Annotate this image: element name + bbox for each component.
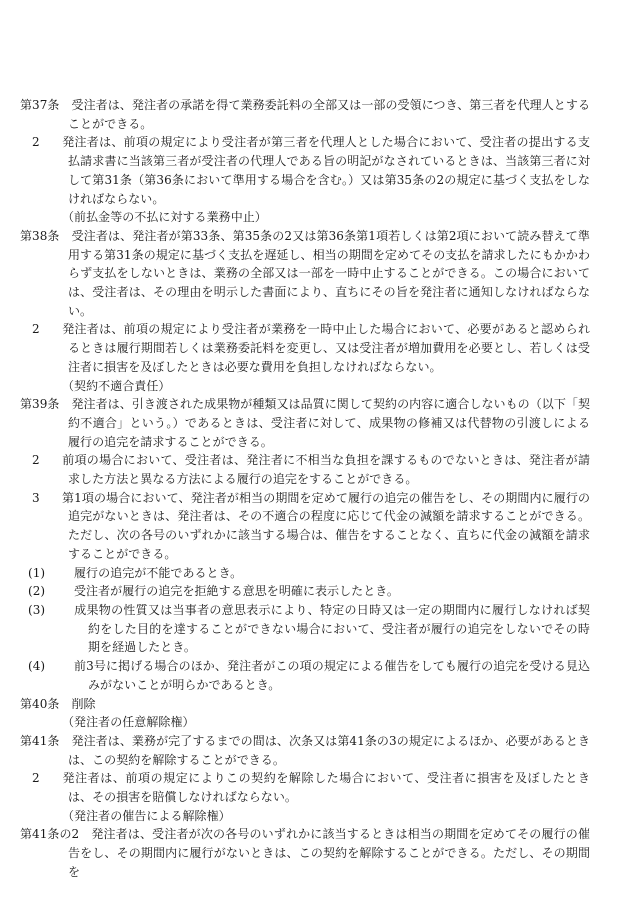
article-37-paragraph-2: 2 発注者は、前項の規定により受注者が第三者を代理人とした場合において、受注者の提出する支払請求書に当該第三者が受注者の代理人である旨の明記がなされているときは、当該第三者に対して第31条（第36条において準用する場合を含む。）又は第35条の2の規定に基づく支払をしなければならない。 xyxy=(32,135,590,206)
article-text: 発注者は、受注者が次の各号のいずれかに該当するときは相当の期間を定めてその履行の催告をし、その期間内に履行がないときは、この契約を解除することができる。ただし、その期間を xyxy=(68,827,590,879)
article-39-item-2: (2) 受注者が履行の追完を拒絶する意思を明確に表示したとき。 xyxy=(28,584,399,599)
article-39-paragraph-3: 3 第1項の場合において、発注者が相当の期間を定めて履行の追完の催告をし、その期間内に履行の追完がないときは、発注者は、その不適合の程度に応じて代金の減額を請求することができる。ただし、次の各号のいずれかに該当する場合は、催告をすることなく、直ちに代金の減額を請求することができる。 xyxy=(32,490,590,561)
article-40 xyxy=(20,695,590,714)
article-38-paragraph-2: 2 発注者は、前項の規定により受注者が業務を一時中止した場合において、必要があると認められるときは履行期間若しくは業務委託料を変更し、又は受注者が増加費用を必要とし、若しくは受注者に損害を及ぼしたときは必要な費用を負担しなければならない。 xyxy=(32,322,590,374)
article-text: 発注者は、業務が完了するまでの間は、次条又は第41条の3の規定によるほか、必要があるときは、この契約を解除することができる。 xyxy=(68,733,590,767)
article-text: 受注者は、発注者の承諾を得て業務委託料の全部又は一部の受領につき、第三者を代理人とすることができる。 xyxy=(68,98,590,131)
article-39-paragraph-2: 2 前項の場合において、受注者は、発注者に不相当な負担を課するものでないときは、発注者が請求した方法と異なる方法による履行の追完をすることができる。 xyxy=(32,453,590,487)
article-41-caption: （発注者の任意解除権） xyxy=(62,715,195,730)
paragraph-text: 発注者は、前項の規定により受注者が第三者を代理人とした場合において、受注者の提出する支払請求書に当該第三者が受注者の代理人である旨の明記がなされているときは、当該第三者に対して第31条（第36条において準用する場合を含む。）又は第35条の2の規定に基づく支払をしなければならない。 xyxy=(62,135,590,206)
item-text: 履行の追完が不能であるとき。 xyxy=(74,565,243,580)
article-number: 第40条 xyxy=(20,696,60,711)
article-number: 第39条 xyxy=(20,397,60,412)
article-number: 第38条 xyxy=(20,228,60,243)
article-text: 削除 xyxy=(71,696,96,711)
article-39-item-1: (1) 履行の追完が不能であるとき。 xyxy=(28,565,243,580)
article-41 xyxy=(20,732,590,769)
paragraph-text: 発注者は、前項の規定により受注者が業務を一時中止した場合において、必要があると認められるときは履行期間若しくは業務委託料を変更し、又は受注者が増加費用を必要とし、若しくは受注者に損害を及ぼしたときは必要な費用を負担しなければならない。 xyxy=(62,322,590,374)
article-39-item-4: (4) 前3号に掲げる場合のほか、発注者がこの項の規定による催告をしても履行の追完を受ける見込みがないことが明らかであるとき。 xyxy=(28,659,590,692)
item-text: 成果物の性質又は当事者の意思表示により、特定の日時又は一定の期間内に履行しなければ契約をした目的を達することができない場合において、受注者が履行の追完をしないでその時期を経過したとき。 xyxy=(74,602,590,655)
article-text: 受注者は、発注者が第33条、第35条の2又は第36条第1項若しくは第2項において読み替えて準用する第31条の規定に基づく支払を遅延し、相当の期間を定めてその支払を請求したにもかかわらず支払をしないときは、業務の全部又は一部を一時中止することができる。この場合においては、受注者は、その理由を明示した書面により、直ちにその旨を発注者に通知しなければならない。 xyxy=(68,228,590,318)
article-41-2-caption: （発注者の催告による解除権） xyxy=(62,808,231,823)
article-41-paragraph-2: 2 発注者は、前項の規定によりこの契約を解除した場合において、受注者に損害を及ぼしたときは、その損害を賠償しなければならない。 xyxy=(32,771,590,805)
article-38-caption: （前払金等の不払に対する業務中止） xyxy=(62,210,267,225)
paragraph-text: 第1項の場合において、発注者が相当の期間を定めて履行の追完の催告をし、その期間内に履行の追完がないときは、発注者は、その不適合の程度に応じて代金の減額を請求することができる。ただし、次の各号のいずれかに該当する場合は、催告をすることなく、直ちに代金の減額を請求することができる。 xyxy=(62,490,590,561)
item-text: 前3号に掲げる場合のほか、発注者がこの項の規定による催告をしても履行の追完を受ける見込みがないことが明らかであるとき。 xyxy=(74,659,590,692)
article-number: 第41条の2 xyxy=(20,827,80,842)
article-number: 第37条 xyxy=(20,98,60,112)
paragraph-text: 発注者は、前項の規定によりこの契約を解除した場合において、受注者に損害を及ぼしたときは、その損害を賠償しなければならない。 xyxy=(62,771,590,805)
contract-text xyxy=(20,96,590,882)
article-text: 発注者は、引き渡された成果物が種類又は品質に関して契約の内容に適合しないもの（以下「契約不適合」という。）であるときは、受注者に対して、成果物の修補又は代替物の引渡しによる履行の追完を請求することができる。 xyxy=(68,397,590,449)
article-38 xyxy=(20,227,590,321)
article-41-2 xyxy=(20,825,590,881)
paragraph-text: 前項の場合において、受注者は、発注者に不相当な負担を課するものでないときは、発注者が請求した方法と異なる方法による履行の追完をすることができる。 xyxy=(62,453,590,487)
article-39-item-3: (3) 成果物の性質又は当事者の意思表示により、特定の日時又は一定の期間内に履行しなければ契約をした目的を達することができない場合において、受注者が履行の追完をしないでその時期を経過したとき。 xyxy=(28,602,590,655)
article-39-caption: （契約不適合責任） xyxy=(62,378,171,393)
article-37 xyxy=(20,96,590,133)
item-text: 受注者が履行の追完を拒絶する意思を明確に表示したとき。 xyxy=(74,584,399,599)
article-number: 第41条 xyxy=(20,733,60,748)
article-39 xyxy=(20,395,590,451)
